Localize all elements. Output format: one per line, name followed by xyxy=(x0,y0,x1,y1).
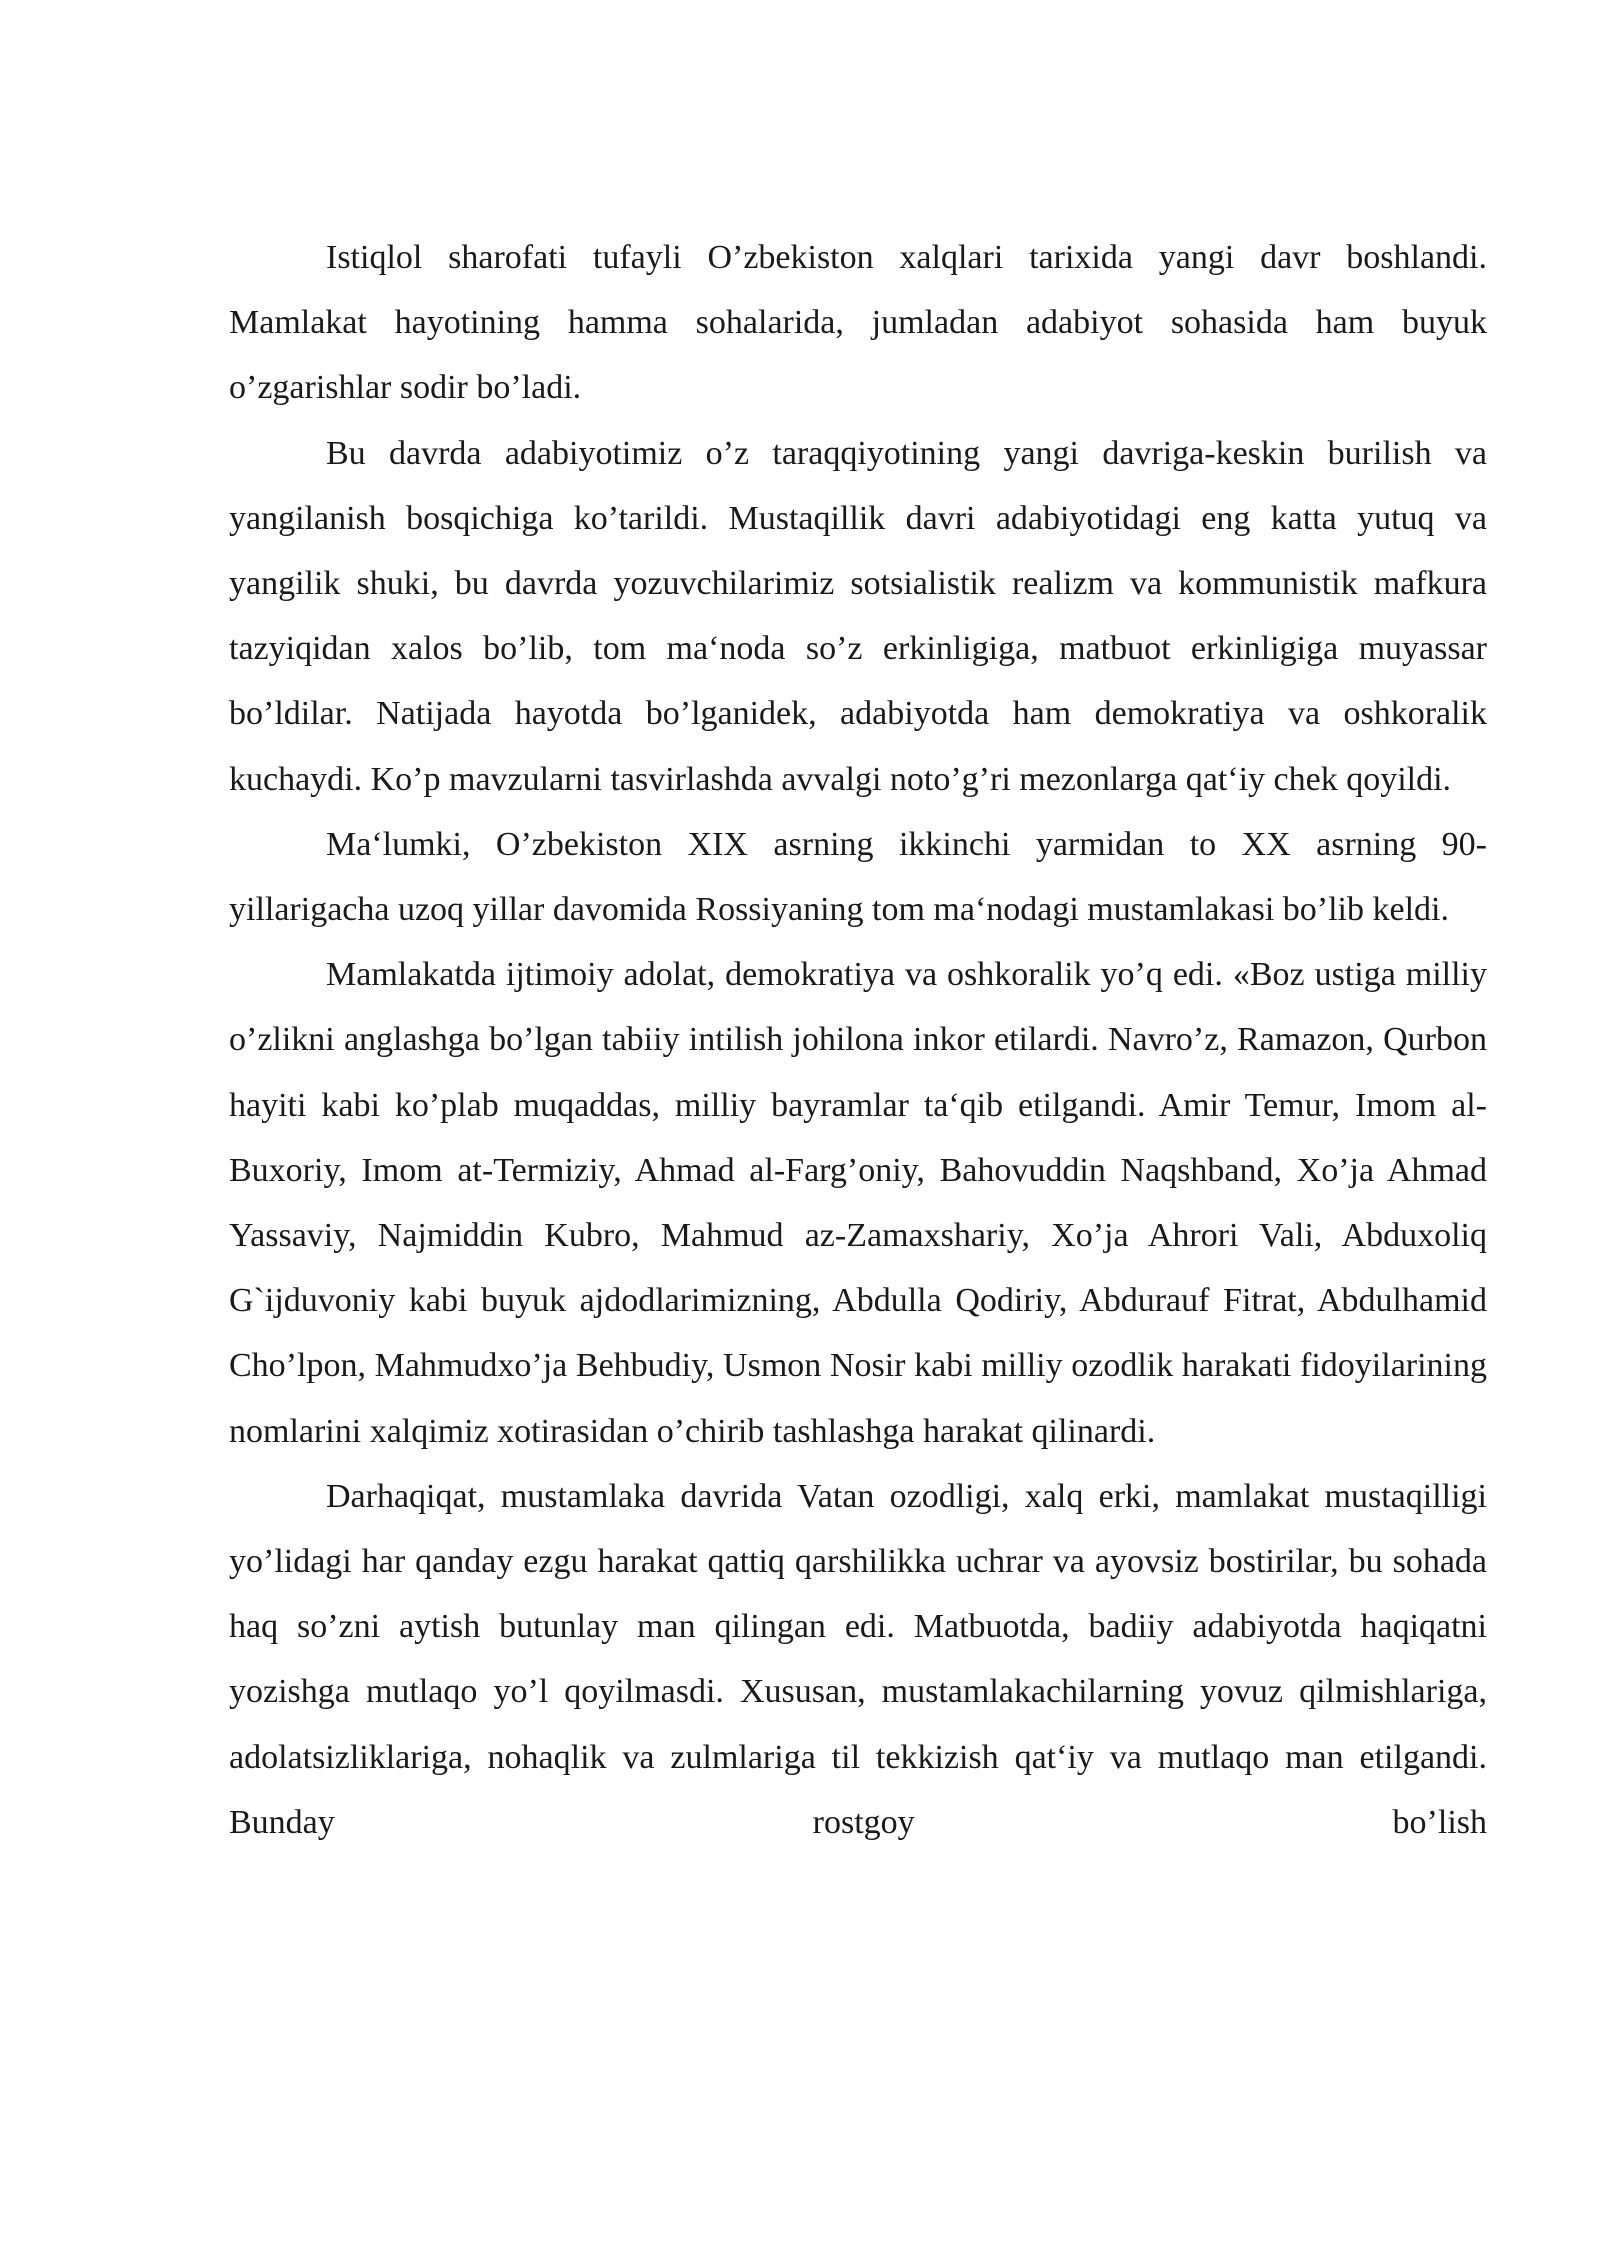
paragraph-1: Istiqlol sharofati tufayli O’zbekiston xalqlari tarixida yangi davr boshlandi. Mamlakat hayotining hamma sohalarida, jumladan adabiyot sohasida ham buyuk o’zgarishlar sodir bo’ladi. xyxy=(229,239,1487,407)
paragraph-4: Mamlakatda ijtimoiy adolat, demokratiya va oshkoralik yo’q edi. «Boz ustiga milliy o’zlikni anglashga bo’lgan tabiiy intilish johilona inkor etilardi. Navro’z, Ramazon, Qurbon hayiti kabi ko’plab muqaddas, milliy bayramlar ta‘qib etilgandi. Amir Temur, Imom al-Buxoriy, Imom at-Termiziy, Ahmad al-Farg’oniy, Bahovuddin Naqshband, Xo’ja Ahmad Yassaviy, Najmiddin Kubro, Mahmud az-Zamaxshariy, Xo’ja Ahrori Vali, Abduxoliq G`ijduvoniy kabi buyuk ajdodlarimizning, Abdulla Qodiriy, Abdurauf Fitrat, Abdulhamid Cho’lpon, Mahmudxo’ja Behbudiy, Usmon Nosir kabi milliy ozodlik harakati fidoyilarining nomlarini xalqimiz xotirasidan o’chirib tashlashga harakat qilinardi. xyxy=(229,956,1487,1450)
paragraph-2: Bu davrda adabiyotimiz o’z taraqqiyotining yangi davriga-keskin burilish va yangilanish bosqichiga ko’tarildi. Mustaqillik davri adabiyotidagi eng katta yutuq va yangilik shuki, bu davrda yozuvchilarimiz sotsialistik realizm va kommunistik mafkura tazyiqidan xalos bo’lib, tom ma‘noda so’z erkinligiga, matbuot erkinligiga muyassar bo’ldilar. Natijada hayotda bo’lganidek, adabiyotda ham demokratiya va oshkoralik kuchaydi. Ko’p mavzularni tasvirlashda avvalgi noto’g’ri mezonlarga qat‘iy chek qoyildi. xyxy=(229,434,1487,798)
document-page xyxy=(229,225,1487,1855)
paragraph-3: Ma‘lumki, O’zbekiston XIX asrning ikkinchi yarmidan to XX asrning 90-yillarigacha uzoq yillar davomida Rossiyaning tom ma‘nodagi mustamlakasi bo’lib keldi. xyxy=(229,825,1487,929)
paragraph-5: Darhaqiqat, mustamlaka davrida Vatan ozodligi, xalq erki, mamlakat mustaqilligi yo’lidagi har qanday ezgu harakat qattiq qarshilikka uchrar va ayovsiz bostirilar, bu sohada haq so’zni aytish butunlay man qilingan edi. Matbuotda, badiiy adabiyotda haqiqatni yozishga mutlaqo yo’l qoyilmasdi. Xususan, mustamlakachilarning yovuz qilmishlariga, adolatsizliklariga, nohaqlik va zulmlariga til tekkizish qat‘iy va mutlaqo man etilgandi. Bunday rostgoy bo’lish xyxy=(229,1477,1487,1841)
